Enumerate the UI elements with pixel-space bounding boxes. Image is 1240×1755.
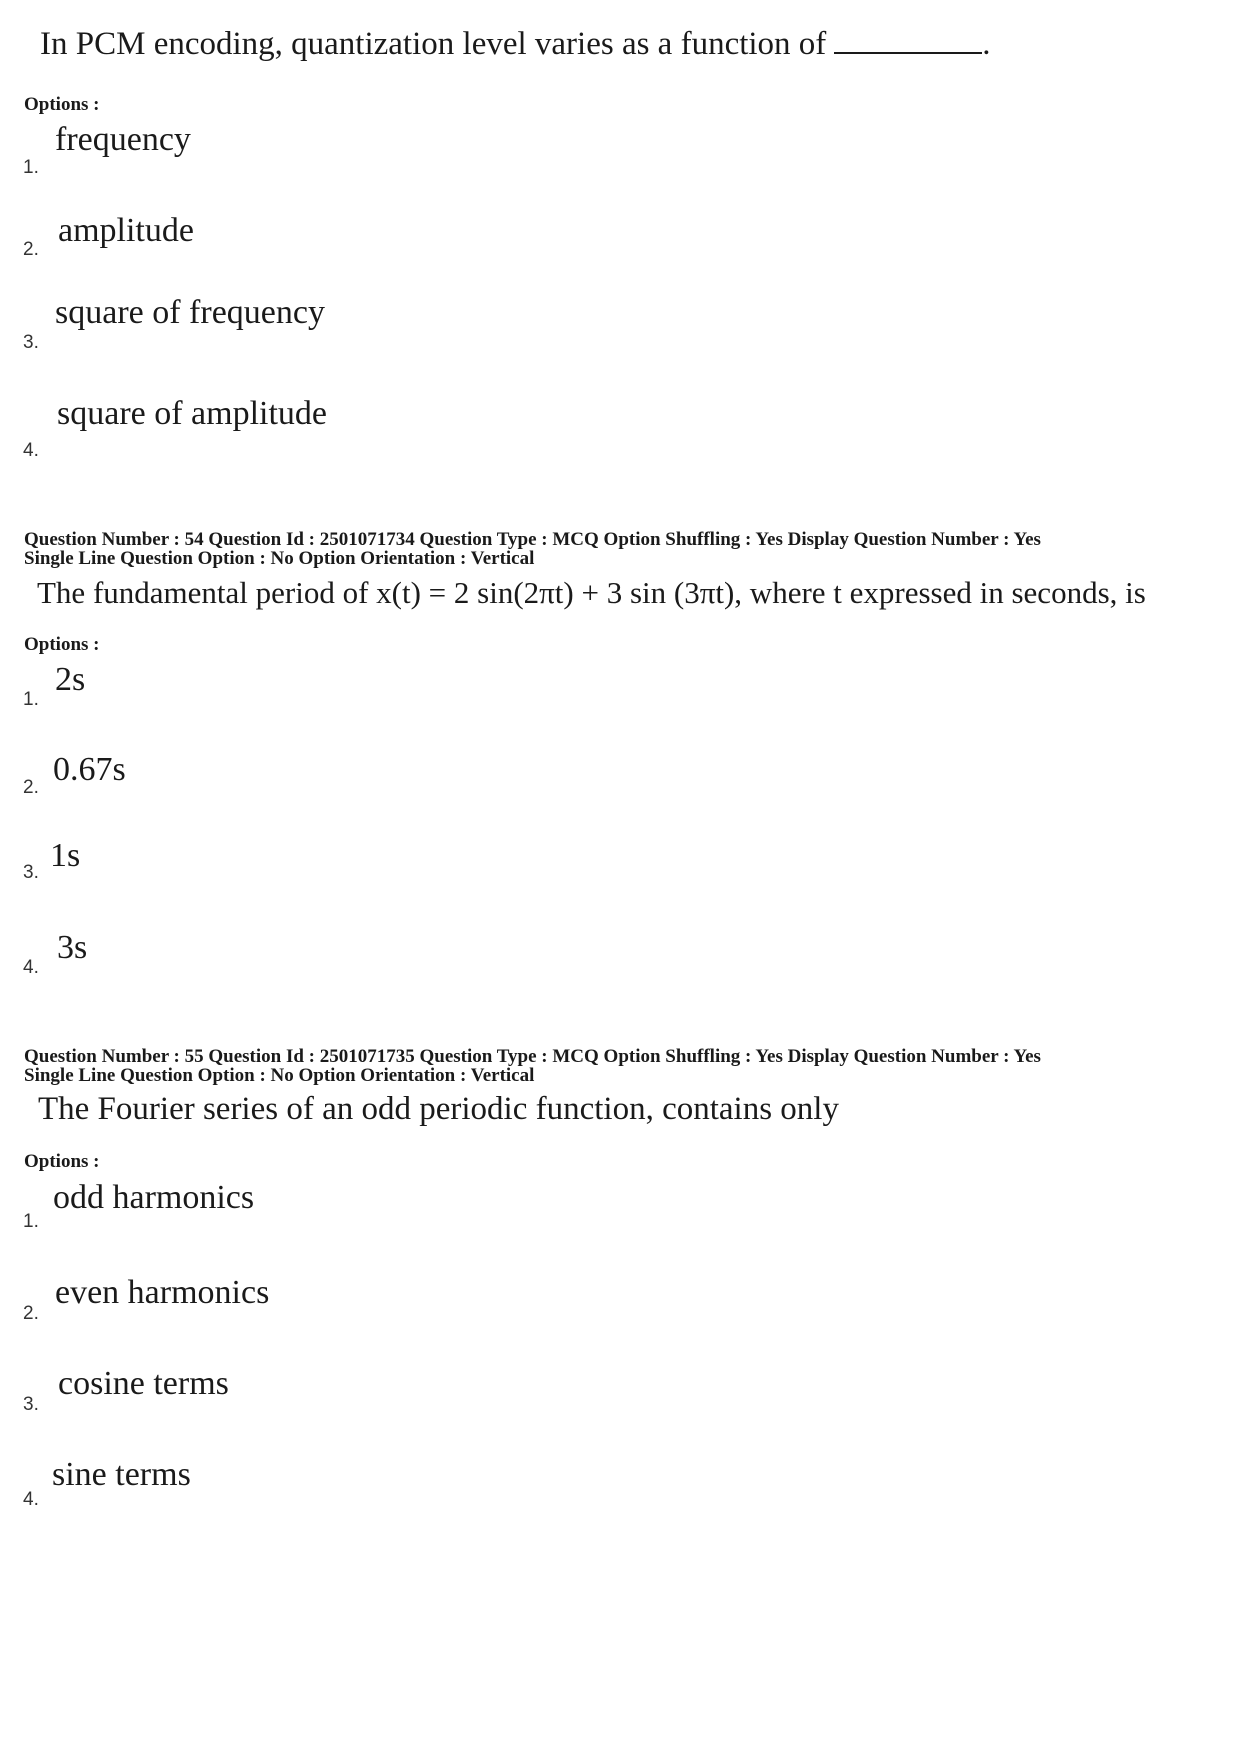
option-number: 4.	[23, 1489, 39, 1510]
question-text: The fundamental period of x(t) = 2 sin(2πt) + 3 sin (3πt), where t expressed in seconds, is	[37, 575, 1146, 610]
option-number: 2.	[23, 239, 39, 260]
option-number: 2.	[23, 1303, 39, 1324]
question-meta-line: Single Line Question Option : No Option Orientation : Vertical	[24, 1065, 535, 1086]
option-number: 1.	[23, 157, 39, 178]
option-number: 3.	[23, 332, 39, 353]
option-text: even harmonics	[55, 1274, 270, 1311]
question-meta-line: Question Number : 55 Question Id : 2501071735 Question Type : MCQ Option Shuffling : Yes Display Question Number : Yes	[24, 1046, 1041, 1067]
option-number: 4.	[23, 957, 39, 978]
options-label: Options :	[24, 1151, 100, 1172]
option-text: odd harmonics	[53, 1179, 255, 1216]
option-number: 3.	[23, 1394, 39, 1415]
question-text: The Fourier series of an odd periodic function, contains only	[38, 1091, 839, 1127]
options-label: Options :	[24, 634, 100, 655]
question-end: .	[982, 26, 991, 62]
option-text: 0.67s	[53, 751, 126, 788]
option-text: 1s	[50, 837, 81, 874]
option-text: square of frequency	[55, 294, 325, 331]
option-text: square of amplitude	[57, 395, 328, 432]
question-meta-line: Single Line Question Option : No Option Orientation : Vertical	[24, 548, 535, 569]
answer-blank	[834, 51, 982, 54]
question-text-content: In PCM encoding, quantization level varies as a function of	[40, 26, 827, 62]
question-text	[40, 26, 991, 63]
option-number: 1.	[23, 689, 39, 710]
option-text: 3s	[57, 929, 88, 966]
option-number: 3.	[23, 862, 39, 883]
option-text: amplitude	[58, 212, 194, 249]
question-meta-line: Question Number : 54 Question Id : 2501071734 Question Type : MCQ Option Shuffling : Yes Display Question Number : Yes	[24, 529, 1041, 550]
options-label: Options :	[24, 94, 100, 115]
option-text: cosine terms	[58, 1365, 229, 1402]
option-number: 1.	[23, 1211, 39, 1232]
option-text: frequency	[55, 121, 191, 158]
option-number: 4.	[23, 440, 39, 461]
option-number: 2.	[23, 777, 39, 798]
option-text: sine terms	[52, 1456, 191, 1493]
option-text: 2s	[55, 661, 86, 698]
